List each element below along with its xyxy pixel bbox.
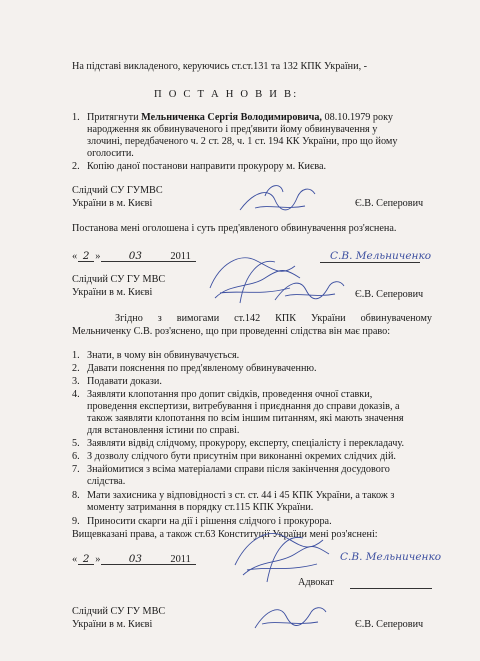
date-1-day: 2 xyxy=(82,250,90,262)
investigator-1-name: Є.В. Сеперович xyxy=(355,198,424,209)
lawyer-label: Адвокат xyxy=(298,577,334,588)
date-2-month-underline xyxy=(101,564,196,565)
rights-explained-text: Вищевказані права, а також ст.63 Конституції України мені роз'яснені: xyxy=(72,529,378,540)
date-1-close-quote: » xyxy=(95,251,101,262)
right-4-number: 4. xyxy=(72,389,80,400)
investigator-3-signature xyxy=(250,598,330,638)
right-5-number: 5. xyxy=(72,438,80,449)
investigator-2-title: Слідчий СУ ГУ МВС xyxy=(72,274,166,285)
decision-2-number: 2. xyxy=(72,161,80,172)
accused-signature-underline xyxy=(320,262,420,263)
date-2-day: 2 xyxy=(82,553,90,565)
right-8-line1: Мати захисника у відповідності з ст. ст. 44 і 45 КПК України, а також з xyxy=(87,490,395,501)
right-9-number: 9. xyxy=(72,516,80,527)
right-7-line1: Знайомитися з всіма матеріалами справи після закінчення досудового xyxy=(87,464,390,475)
decision-2-text: Копію даної постанови направити прокурору м. Києва. xyxy=(87,161,327,172)
date-2-month: 03 xyxy=(128,553,143,565)
right-6-text: З дозволу слідчого бути присутнім при виконанні окремих слідчих дій. xyxy=(87,451,396,462)
date-2-open-quote: « xyxy=(72,554,78,565)
date-2-close-quote: » xyxy=(95,554,101,565)
right-9-text: Приносити скарги на дії і рішення слідчого і прокурора. xyxy=(87,516,332,527)
right-2-text: Давати пояснення по пред'явленому обвинуваченню. xyxy=(87,363,317,374)
right-5-text: Заявляти відвід слідчому, прокурору, експерту, спеціалісту і перекладачу. xyxy=(87,438,405,449)
preamble-text: На підставі викладеного, керуючись ст.ст.131 та 132 КПК України, - xyxy=(72,61,368,72)
investigator-1-signature xyxy=(235,180,325,220)
date-2-year: 2011 xyxy=(170,554,191,565)
right-1-number: 1. xyxy=(72,350,80,361)
right-2-number: 2. xyxy=(72,363,80,374)
right-8-number: 8. xyxy=(72,490,80,501)
accused-signature-text-2: С.В. Мельниченко xyxy=(340,551,442,563)
date-2-day-underline xyxy=(78,564,94,565)
investigator-2-signature xyxy=(270,272,350,308)
investigator-1-title: Слідчий СУ ГУМВС xyxy=(72,185,163,196)
lawyer-signature-line xyxy=(350,588,432,589)
investigator-2-name: Є.В. Сеперович xyxy=(355,289,424,300)
accused-signature-text: С.В. Мельниченко xyxy=(330,250,432,262)
right-3-text: Подавати докази. xyxy=(87,376,162,387)
right-4-line2: проведення експертизи, витребування і приєднання до справи доказів, а xyxy=(87,401,400,412)
decision-1-text-pre: Притягнути xyxy=(87,112,142,123)
investigator-3-name: Є.В. Сеперович xyxy=(355,619,424,630)
accused-name: Мельниченка Сергія Володимировича, xyxy=(141,112,322,123)
announcement-text: Постанова мені оголошена і суть пред'явленого обвинувачення роз'яснена. xyxy=(72,223,397,234)
date-1-month-underline xyxy=(101,261,196,262)
investigator-2-location: України в м. Києві xyxy=(72,287,153,298)
decision-1-line1 xyxy=(87,112,393,124)
right-4-line4: для встановлення істини по справі. xyxy=(87,425,240,436)
investigator-3-location: України в м. Києві xyxy=(72,619,153,630)
date-1-day-underline xyxy=(78,261,94,262)
right-3-number: 3. xyxy=(72,376,80,387)
date-1-open-quote: « xyxy=(72,251,78,262)
decision-1-line3: злочині, передбаченого ч. 2 ст. 28, ч. 1 ст. 194 КК України, про що йому xyxy=(87,136,398,147)
right-6-number: 6. xyxy=(72,451,80,462)
right-1-text: Знати, в чому він обвинувачується. xyxy=(87,350,240,361)
investigator-1-location: України в м. Києві xyxy=(72,198,153,209)
decision-1-line2: народження як обвинуваченого і пред'явити йому обвинувачення у xyxy=(87,124,378,135)
investigator-3-title: Слідчий СУ ГУ МВС xyxy=(72,606,166,617)
date-1-month: 03 xyxy=(128,250,143,262)
decision-1-text-post: 08.10.1979 року xyxy=(321,112,394,123)
rights-intro-line2: Мельниченку С.В. роз'яснено, що при проведенні слідства він має право: xyxy=(72,326,391,337)
right-4-line3: також заявляти клопотання по всім іншим питанням, які мають значення xyxy=(87,413,404,424)
right-7-number: 7. xyxy=(72,464,80,475)
decision-1-line4: оголосити. xyxy=(87,148,134,159)
right-7-line2: слідства. xyxy=(87,476,126,487)
right-4-line1: Заявляти клопотання про допит свідків, проведення очної ставки, xyxy=(87,389,373,400)
right-8-line2: моменту затримання в порядку ст.115 КПК України. xyxy=(87,502,314,513)
decision-1-number: 1. xyxy=(72,112,80,123)
rights-intro-line1: Згідно з вимогами ст.142 КПК України обвинуваченому xyxy=(115,313,432,324)
document-title: П О С Т А Н О В И В: xyxy=(154,89,299,100)
date-1-year: 2011 xyxy=(170,251,191,262)
